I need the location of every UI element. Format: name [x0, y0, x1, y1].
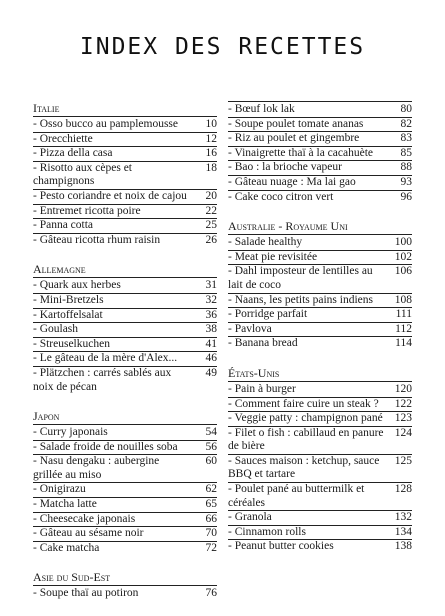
index-section: [228, 101, 412, 204]
recipe-name: - Pizza della casa: [33, 147, 113, 160]
section-heading: Australie - Royaume Uni: [228, 219, 348, 234]
recipe-entry: [33, 308, 217, 323]
recipe-page-number: 108: [394, 293, 412, 306]
section-rule: [228, 101, 412, 102]
recipe-entry: [33, 233, 217, 248]
section-heading: Italie: [33, 101, 60, 115]
recipe-entry: [228, 117, 412, 132]
recipe-name: - Dahl imposteur de lentilles au lait de coco: [228, 265, 373, 291]
recipe-name: - Kartoffelsalat: [33, 308, 103, 321]
index-column-left: [33, 101, 217, 616]
section-rule: [33, 116, 217, 117]
section-rule: [228, 381, 412, 382]
recipe-name: - Cake matcha: [33, 541, 100, 554]
recipe-page-number: 120: [394, 382, 412, 395]
recipe-name: - Gâteau nuage : Ma lai gao: [228, 175, 356, 188]
recipe-name: - Cake coco citron vert: [228, 190, 334, 203]
recipe-entry: [33, 497, 217, 512]
recipe-page-number: 100: [394, 236, 412, 249]
recipe-page-number: 128: [394, 483, 412, 496]
recipe-entry: [33, 454, 217, 482]
recipe-page-number: 122: [394, 397, 412, 410]
recipe-entry: [33, 293, 217, 308]
recipe-name: - Gâteau ricotta rhum raisin: [33, 233, 161, 246]
recipe-entry: [228, 236, 412, 250]
recipe-name: - Porridge parfait: [228, 308, 308, 321]
recipe-entry: [33, 118, 217, 132]
recipe-page-number: 82: [400, 117, 412, 130]
recipe-entry: [228, 539, 412, 554]
index-section: [33, 570, 217, 601]
recipe-entry: [33, 204, 217, 219]
recipe-entry: [33, 366, 217, 394]
recipe-name: - Sauces maison : ketchup, sauce BBQ et tartare: [228, 454, 380, 481]
recipe-page-number: 102: [394, 250, 412, 263]
recipe-name: - Bao : la brioche vapeur: [228, 161, 342, 174]
recipe-page-number: 12: [205, 132, 217, 145]
recipe-page-number: 96: [400, 190, 412, 203]
recipe-entry: [33, 482, 217, 497]
recipe-name: - Veggie patty : champignon pané: [228, 412, 383, 425]
recipe-page-number: 36: [205, 308, 217, 321]
index-section: [33, 101, 217, 247]
index-column-right: [228, 101, 412, 569]
recipe-page-number: 138: [394, 540, 412, 553]
section-heading: Allemagne: [33, 262, 86, 277]
recipe-name: - Matcha latte: [33, 498, 97, 511]
recipe-name: - Le gâteau de la mère d'Alex...: [33, 352, 178, 365]
recipe-entry: [228, 175, 412, 190]
recipe-page-number: 22: [205, 204, 217, 217]
recipe-entry: [228, 322, 412, 337]
recipe-page-number: 16: [205, 147, 217, 160]
recipe-entry: [228, 411, 412, 426]
recipe-entry: [228, 160, 412, 175]
recipe-name: - Goulash: [33, 323, 79, 336]
recipe-name: - Pavlova: [228, 322, 272, 335]
recipe-name: - Comment faire cuire un steak ?: [228, 397, 379, 410]
recipe-entry: [33, 512, 217, 527]
recipe-name: - Cinnamon rolls: [228, 525, 306, 538]
recipe-entry: [33, 322, 217, 337]
recipe-page-number: 38: [205, 323, 217, 336]
recipe-page-number: 88: [400, 161, 412, 174]
recipe-entry: [33, 337, 217, 352]
recipe-entry: [228, 383, 412, 397]
recipe-page-number: 80: [400, 103, 412, 115]
recipe-page-number: 132: [394, 511, 412, 524]
recipe-name: - Salade healthy: [228, 236, 303, 249]
recipe-name: - Meat pie revisitée: [228, 250, 318, 263]
recipe-page-number: 32: [205, 293, 217, 306]
recipe-page-number: 112: [395, 322, 412, 335]
recipe-name: - Riz au poulet et gingembre: [228, 132, 360, 145]
recipe-name: - Osso bucco au pamplemousse: [33, 118, 178, 130]
recipe-name: - Cheesecake japonais: [33, 512, 136, 525]
recipe-entry: [228, 397, 412, 412]
recipe-name: - Banana bread: [228, 337, 298, 350]
recipe-entry: [33, 526, 217, 541]
section-heading: Asie du Sud-Est: [33, 570, 111, 585]
recipe-page-number: 60: [205, 455, 217, 468]
index-section: [33, 409, 217, 555]
recipe-page-number: 26: [205, 233, 217, 246]
recipe-page-number: 31: [205, 279, 217, 292]
index-section: [228, 219, 412, 351]
recipe-name: - Peanut butter cookies: [228, 540, 334, 553]
section-rule: [228, 234, 412, 235]
recipe-name: - Pain à burger: [228, 382, 296, 395]
recipe-entry: [228, 426, 412, 454]
recipe-entry: [228, 454, 412, 482]
recipe-page-number: 10: [205, 118, 217, 130]
recipe-page-number: 49: [205, 366, 217, 379]
recipe-name: - Naans, les petits pains indiens: [228, 293, 374, 306]
section-heading: Japon: [33, 409, 60, 424]
recipe-entry: [228, 510, 412, 525]
recipe-page-number: 46: [205, 352, 217, 365]
recipe-page-number: 125: [394, 454, 412, 467]
index-section: [33, 262, 217, 394]
recipe-name: - Streuselkuchen: [33, 337, 110, 350]
recipe-name: - Quark aux herbes: [33, 279, 121, 292]
recipe-page-number: 54: [205, 426, 217, 439]
page-title: INDEX DES RECETTES: [79, 34, 366, 60]
recipe-entry: [228, 293, 412, 308]
recipe-entry: [228, 307, 412, 322]
recipe-entry: [228, 525, 412, 540]
recipe-name: - Salade froide de nouilles soba: [33, 440, 178, 453]
section-rule: [33, 585, 217, 586]
recipe-name: - Risotto aux cèpes et champignons: [33, 161, 133, 188]
recipe-page-number: 93: [400, 175, 412, 188]
recipe-name: - Soupe poulet tomate ananas: [228, 117, 364, 130]
recipe-name: - Orecchiette: [33, 132, 93, 145]
recipe-entry: [33, 146, 217, 161]
recipe-page-number: 123: [394, 412, 412, 425]
recipe-page-number: 20: [205, 189, 217, 202]
recipe-name: - Filet o fish : cabillaud en panure de bière: [228, 426, 384, 453]
recipe-page-number: 85: [400, 146, 412, 159]
section-rule: [33, 277, 217, 278]
recipe-entry: [228, 131, 412, 146]
recipe-page-number: 25: [205, 219, 217, 232]
recipe-name: - Soupe thaï au potiron: [33, 587, 139, 600]
recipe-name: - Bœuf lok lak: [228, 103, 295, 115]
recipe-entry: [33, 587, 217, 601]
recipe-entry: [33, 132, 217, 147]
recipe-name: - Poulet pané au buttermilk et céréales: [228, 483, 365, 509]
recipe-page-number: 62: [205, 483, 217, 496]
recipe-page-number: 83: [400, 132, 412, 145]
recipe-page-number: 56: [205, 440, 217, 453]
recipe-entry: [33, 161, 217, 189]
recipe-name: - Curry japonais: [33, 426, 108, 439]
recipe-entry: [33, 351, 217, 366]
recipe-name: - Mini-Bretzels: [33, 293, 104, 306]
recipe-page-number: 124: [394, 426, 412, 439]
recipe-entry: [228, 103, 412, 117]
recipe-page-number: 41: [205, 337, 217, 350]
recipe-name: - Vinaigrette thaï à la cacahuète: [228, 146, 374, 159]
recipe-entry: [228, 482, 412, 510]
recipe-entry: [33, 189, 217, 204]
recipe-name: - Granola: [228, 511, 272, 524]
recipe-page-number: 134: [394, 525, 412, 538]
recipe-entry: [33, 440, 217, 455]
section-rule: [33, 424, 217, 425]
recipe-entry: [228, 146, 412, 161]
index-section: [228, 366, 412, 554]
recipe-entry: [228, 264, 412, 292]
recipe-page-number: 65: [205, 498, 217, 511]
recipe-page-number: 76: [205, 587, 217, 600]
recipe-entry: [228, 250, 412, 265]
recipe-page-number: 111: [395, 308, 412, 321]
recipe-name: - Panna cotta: [33, 219, 94, 232]
recipe-page-number: 66: [205, 512, 217, 525]
recipe-name: - Plätzchen : carrés sablés aux noix de pécan: [33, 366, 172, 393]
recipe-page-number: 106: [394, 265, 412, 278]
recipe-entry: [33, 279, 217, 293]
section-heading: États-Unis: [228, 365, 280, 380]
recipe-page-number: 72: [205, 541, 217, 554]
recipe-entry: [228, 336, 412, 351]
recipe-name: - Gâteau au sésame noir: [33, 527, 144, 540]
recipe-page-number: 18: [205, 161, 217, 174]
recipe-entry: [33, 541, 217, 556]
recipe-page-number: 114: [395, 337, 412, 350]
recipe-entry: [33, 426, 217, 440]
recipe-entry: [33, 218, 217, 233]
recipe-entry: [228, 190, 412, 205]
recipe-name: - Nasu dengaku : aubergine grillée au miso: [33, 455, 160, 481]
recipe-page-number: 70: [205, 527, 217, 540]
recipe-name: - Onigirazu: [33, 483, 86, 496]
recipe-name: - Pesto coriandre et noix de cajou: [33, 189, 187, 202]
recipe-name: - Entremet ricotta poire: [33, 204, 141, 217]
